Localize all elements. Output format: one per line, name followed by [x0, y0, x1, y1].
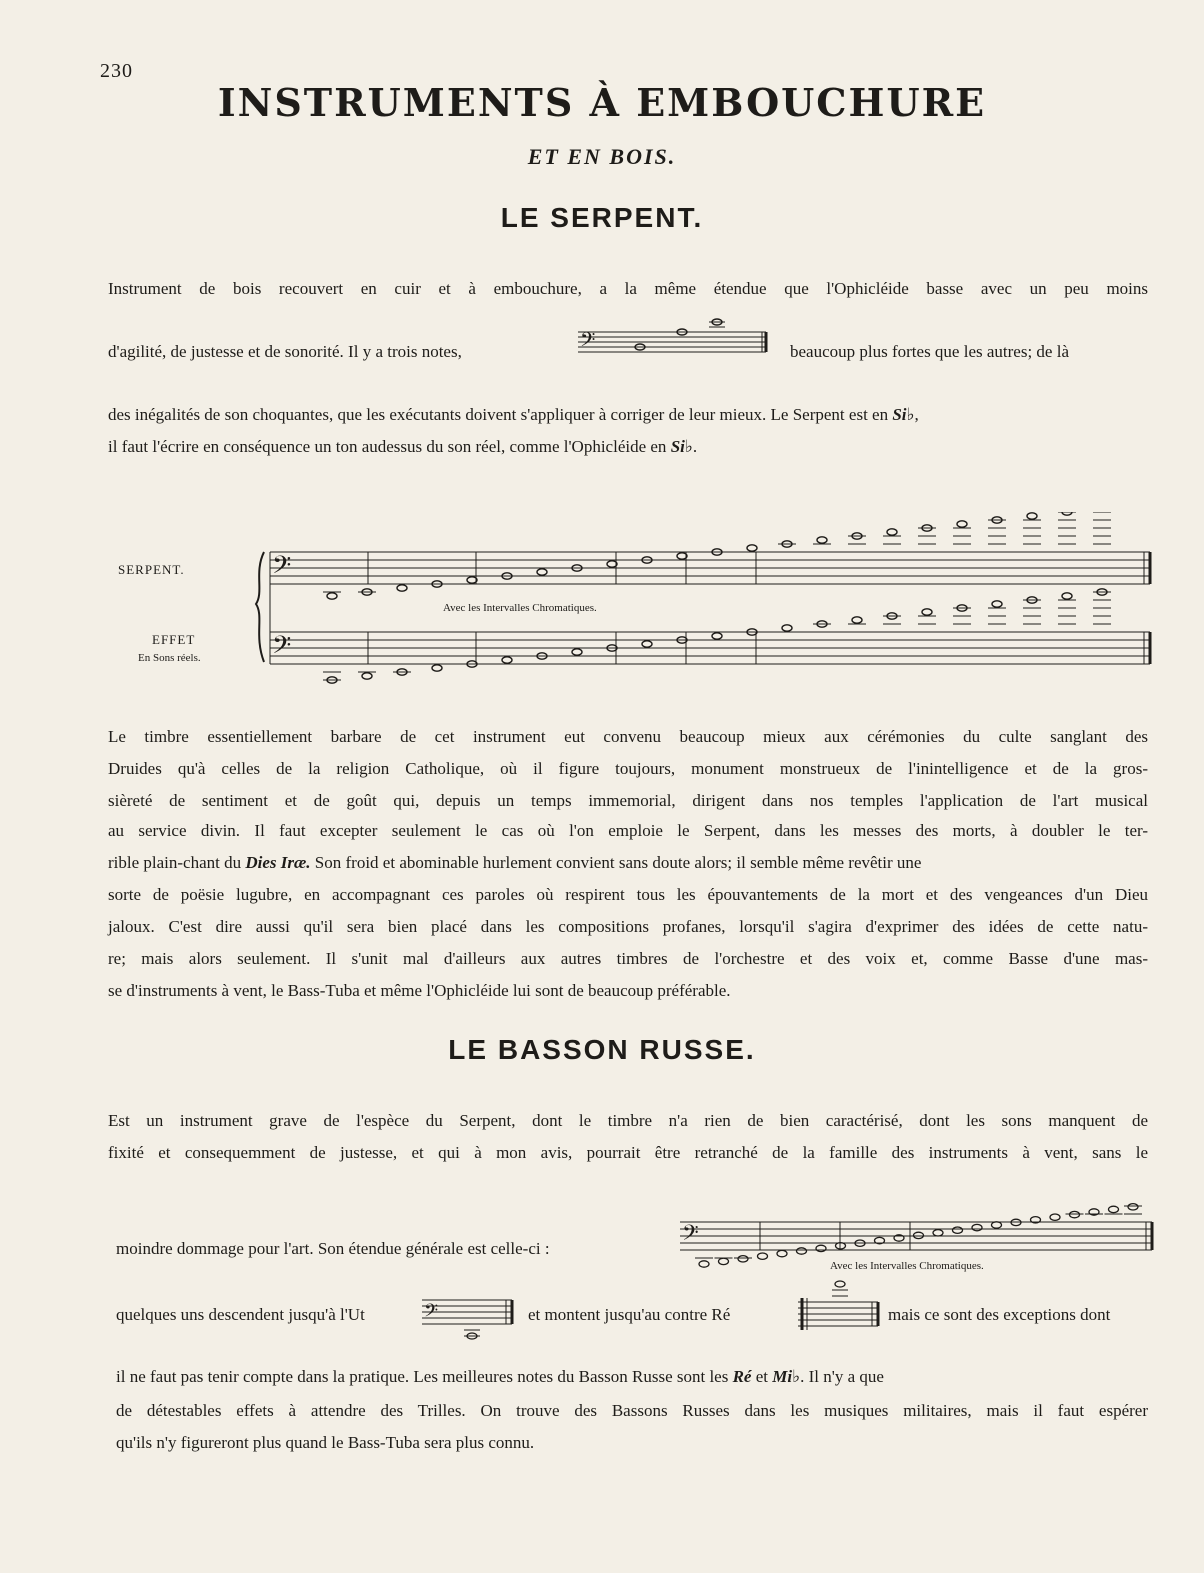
- paragraph-line: sorte de poësie lugubre, en accompagnant ces paroles où respirent tous les épouvantements de la mort et des vengeances d'un Dieu: [108, 885, 1148, 904]
- note-head: [327, 593, 337, 599]
- note-head: [1070, 1211, 1080, 1217]
- svg-text:𝄢: 𝄢: [580, 328, 596, 356]
- note-head: [432, 665, 442, 671]
- note-head: [933, 1230, 943, 1236]
- note-head: [992, 1222, 1002, 1228]
- paragraph-line: beaucoup plus fortes que les autres; de là: [790, 342, 1069, 361]
- note-head: [972, 1224, 982, 1230]
- paragraph-line: des inégalités de son choquantes, que les exécutants doivent s'appliquer à corriger de leur mieux. Le Serpent est en Si♭,: [108, 405, 919, 424]
- label-sons-reels: En Sons réels.: [138, 652, 201, 664]
- note-head: [738, 1256, 748, 1262]
- paragraph-line: moindre dommage pour l'art. Son étendue générale est celle-ci :: [116, 1239, 550, 1258]
- page-number: 230: [100, 60, 133, 82]
- page-subtitle: ET EN BOIS.: [527, 144, 677, 169]
- note-head: [502, 657, 512, 663]
- paragraph-line: sièreté de sentiment et de goût qui, depuis un temps immemorial, dirigent dans nos temples l'application de l'art musical: [108, 791, 1148, 810]
- note-head: [922, 609, 932, 615]
- note-head: [816, 1245, 826, 1251]
- paragraph-line: qu'ils n'y figureront plus quand le Bass-Tuba sera plus connu.: [116, 1433, 535, 1452]
- note-head: [887, 529, 897, 535]
- svg-text:𝄢: 𝄢: [272, 631, 292, 666]
- note-head: [1128, 1204, 1138, 1210]
- section-heading-basson-russe: LE BASSON RUSSE.: [448, 1034, 756, 1065]
- note-head: [953, 1227, 963, 1233]
- note-head: [1027, 513, 1037, 519]
- paragraph-line: Instrument de bois recouvert en cuir et à embouchure, a la même étendue que l'Ophicléide basse avec un peu moins: [108, 279, 1148, 298]
- svg-text:𝄢: 𝄢: [424, 1301, 439, 1326]
- svg-text:𝄢: 𝄢: [272, 551, 292, 586]
- paragraph-line: et montent jusqu'au contre Ré: [528, 1305, 731, 1324]
- note-head: [642, 641, 652, 647]
- note-head: [777, 1250, 787, 1256]
- note-head: [1050, 1214, 1060, 1220]
- paragraph-line: quelques uns descendent jusqu'à l'Ut: [116, 1305, 365, 1324]
- note-head: [1062, 593, 1072, 599]
- paragraph-line: se d'instruments à vent, le Bass-Tuba et même l'Ophicléide lui sont de beaucoup préférable.: [108, 981, 731, 1000]
- note-head: [797, 1248, 807, 1254]
- note-head: [397, 585, 407, 591]
- section-heading-serpent: LE SERPENT.: [500, 202, 704, 233]
- note-head: [537, 569, 547, 575]
- three-notes-staff: [576, 318, 772, 364]
- note-head: [817, 537, 827, 543]
- note-head: [1109, 1206, 1119, 1212]
- note-head: [957, 521, 967, 527]
- note-head: [992, 601, 1002, 607]
- svg-text:𝄢: 𝄢: [682, 1221, 699, 1251]
- best-note-mi-flat: Mi♭: [772, 1367, 801, 1386]
- note-head: [712, 633, 722, 639]
- paragraph-line: Le timbre essentiellement barbare de cet instrument eut convenu beaucoup mieux aux cérémonies du culte sanglant des: [108, 727, 1148, 746]
- paragraph-line: rible plain-chant du Dies Iræ. Son froid et abominable hurlement convient sans doute alors; il semble même revêtir une: [108, 853, 922, 872]
- paragraph-line: il faut l'écrire en conséquence un ton audessus du son réel, comme l'Ophicléide en Si♭.: [108, 437, 698, 456]
- paragraph-line: re; mais alors seulement. Il s'unit mal d'ailleurs aux autres timbres de l'orchestre et des voix et, comme Basse d'une mas-: [108, 949, 1148, 968]
- paragraph-line: au service divin. Il faut excepter seulement le cas où l'on emploie le Serpent, dans les messes des morts, à doubler le ter-: [108, 821, 1148, 840]
- note-head: [699, 1261, 709, 1267]
- low-ut-staff: [418, 1290, 518, 1350]
- dies-irae-title: Dies Iræ.: [245, 853, 311, 872]
- note-head: [362, 673, 372, 679]
- paragraph-line: d'agilité, de justesse et de sonorité. Il y a trois notes,: [108, 342, 462, 361]
- serpent-range-example: [250, 512, 1166, 700]
- note-head: [852, 617, 862, 623]
- chromatic-annotation: Avec les Intervalles Chromatiques.: [443, 602, 597, 614]
- label-effet: EFFET: [152, 632, 196, 647]
- paragraph-line: de détestables effets à attendre des Trilles. On trouve des Bassons Russes dans les musiques militaires, mais il faut espérer: [116, 1401, 1148, 1420]
- note-head: [758, 1253, 768, 1259]
- high-re-staff: [794, 1276, 884, 1340]
- paragraph-line: jaloux. C'est dire aussi qu'il sera bien placé dans les compositions profanes, lorsqu'il s'agira d'exprimer des idées de cette natu-: [108, 917, 1148, 936]
- note-head: [719, 1258, 729, 1264]
- note-head: [747, 545, 757, 551]
- note-head: [782, 625, 792, 631]
- paragraph-line: il ne faut pas tenir compte dans la pratique. Les meilleures notes du Basson Russe sont les Ré et Mi♭. Il n'y a que: [116, 1367, 884, 1386]
- page-title: INSTRUMENTS À EMBOUCHURE: [217, 80, 987, 125]
- best-note-re: Ré: [732, 1367, 752, 1386]
- chromatic-annotation: Avec les Intervalles Chromatiques.: [830, 1260, 984, 1272]
- note-head: [572, 649, 582, 655]
- paragraph-line: Druides qu'à celles de la religion Catholique, où il figure toujours, monument monstrueux de l'inintelligence et de la gros-: [108, 759, 1148, 778]
- paragraph-line: fixité et consequemment de justesse, et qui à mon avis, pourrait être retranché de la famille des instruments à vent, sans le: [108, 1143, 1148, 1162]
- note-head: [914, 1232, 924, 1238]
- paragraph-line: mais ce sont des exceptions dont: [888, 1305, 1111, 1324]
- label-serpent: SERPENT.: [118, 562, 185, 577]
- paragraph-line: Est un instrument grave de l'espèce du Serpent, dont le timbre n'a rien de bien caractérisé, dont les sons manquent de: [108, 1111, 1148, 1130]
